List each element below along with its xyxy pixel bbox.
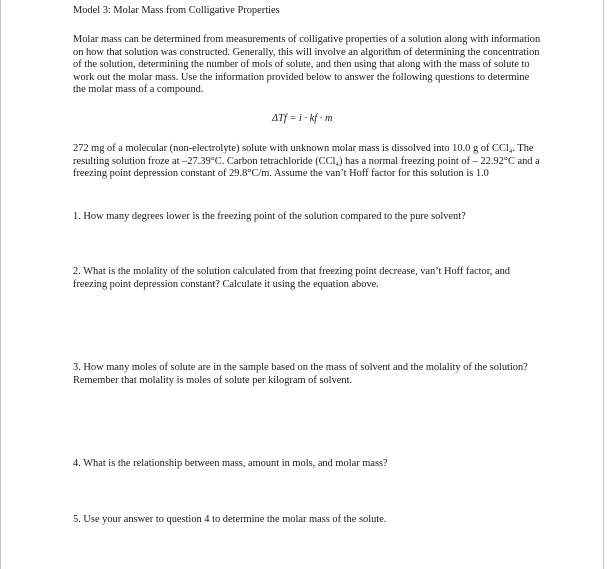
model-title: Model 3: Molar Mass from Colligative Properties (73, 5, 280, 16)
problem-statement: 272 mg of a molecular (non-electrolyte) solute with unknown molar mass is dissolved into 10.0 g of CCl₄. The resulting solution froze at –27.39°C. Carbon tetrachloride (CCl₄) has a normal freezing point of – 22.92°C and a freezing point depression constant of 29.8°C/m. Assume the van’t Hoff factor for this solution is 1.0 (73, 143, 540, 180)
question-1: 1. How many degrees lower is the freezing point of the solution compared to the pure solvent? (73, 211, 466, 222)
freezing-point-equation: ΔTf = i · kf · m (272, 113, 333, 124)
question-4: 4. What is the relationship between mass, amount in mols, and molar mass? (73, 458, 388, 469)
question-3: 3. How many moles of solute are in the sample based on the mass of solvent and the molality of the solution? Remember that molality is moles of solute per kilogram of solvent. (73, 362, 528, 386)
intro-paragraph: Molar mass can be determined from measurements of colligative properties of a solution along with information on how that solution was constructed. Generally, this will involve an algorithm of determining the concentration of the solution, determining the number of mols of solute, and then using that along with the mass of solute to work out the molar mass. Use the information provided below to answer the following questions to determine the molar mass of a compound. (73, 34, 541, 96)
question-5: 5. Use your answer to question 4 to determine the molar mass of the solute. (73, 514, 387, 525)
question-2: 2. What is the molality of the solution calculated from that freezing point decrease, van’t Hoff factor, and freezing point depression constant? Calculate it using the equation above. (73, 266, 510, 290)
